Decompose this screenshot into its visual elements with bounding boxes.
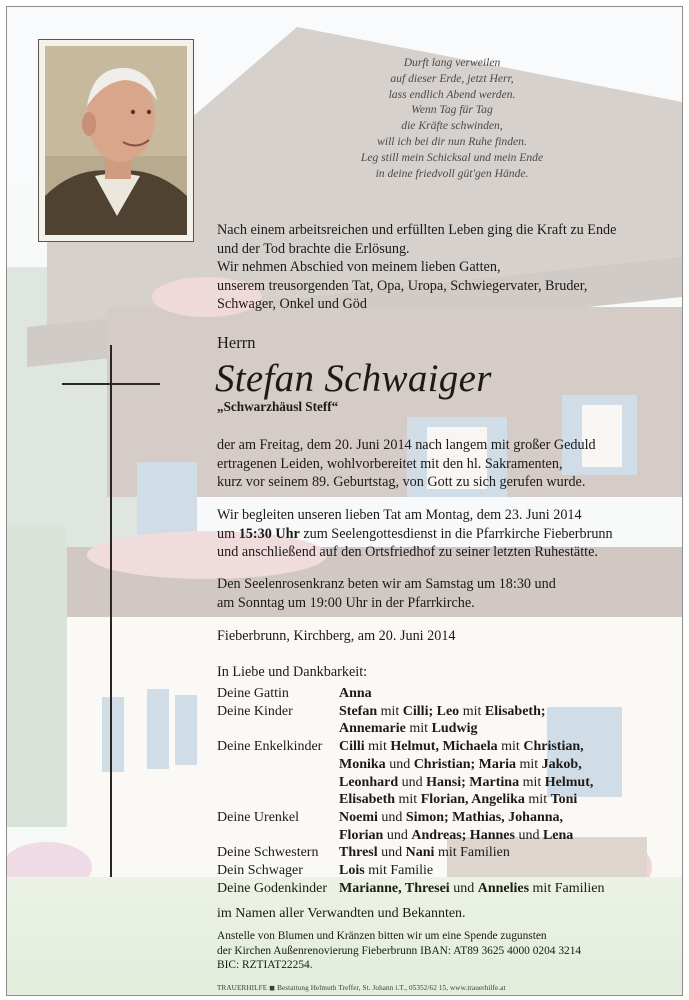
family-label: Deine Kinder [217, 703, 293, 719]
family-name: Jakob, [541, 756, 582, 772]
family-name: Florian, Angelika [420, 792, 525, 808]
family-name: Cilli; Leo [402, 703, 460, 719]
family-name: Ludwig [431, 721, 478, 737]
funeral-time: 15:30 Uhr [238, 525, 300, 542]
intro-line: und der Tod brachte die Erlösung. [217, 240, 410, 257]
intro-line: Schwager, Onkel und Göd [217, 296, 367, 313]
family-row-schwager [217, 862, 682, 880]
salutation: Herrn [217, 333, 256, 352]
poem-line: Durft lang verweilen [403, 56, 501, 69]
family-name: Noemi [339, 809, 378, 825]
intro-line: Wir nehmen Abschied von meinem lieben Gatten, [217, 259, 501, 276]
family-list [217, 685, 682, 897]
intro-paragraph [217, 221, 677, 314]
family-name: Lena [542, 827, 574, 843]
family-name: Leonhard [339, 774, 399, 790]
family-name: Helmut, [544, 774, 594, 790]
family-row-kinder [217, 703, 682, 738]
obituary-frame [6, 6, 683, 996]
cross-horizontal [62, 383, 160, 385]
portrait-photo [38, 39, 194, 242]
intro-line: Nach einem arbeitsreichen und erfüllten Leben ging die Kraft zu Ende [217, 222, 617, 238]
place-date: Fieberbrunn, Kirchberg, am 20. Juni 2014 [217, 628, 456, 644]
family-name: Elisabeth [339, 792, 396, 808]
poem-line: will ich bei dir nun Ruhe finden. [377, 134, 527, 148]
paragraph-line: am Sonntag um 19:00 Uhr in der Pfarrkirche. [217, 594, 475, 611]
poem-line: Leg still mein Schicksal und mein Ende [360, 150, 544, 164]
paragraph-line: der am Freitag, dem 20. Juni 2014 nach langem mit großer Geduld [217, 437, 596, 453]
poem-line: lass endlich Abend werden. [388, 87, 516, 101]
family-name: Marianne, Thresei [339, 880, 450, 896]
family-name: Florian [339, 827, 384, 843]
family-name: Hansi; Martina [426, 774, 520, 790]
family-label: Deine Godenkinder [217, 880, 328, 896]
family-name: Christian; Maria [413, 756, 516, 772]
family-label: Deine Urenkel [217, 809, 300, 825]
text-fragment: mit Familien [434, 845, 510, 861]
text-fragment: und [383, 827, 412, 843]
funeral-paragraph [217, 506, 677, 562]
intro-line: unserem treusorgenden Tat, Opa, Uropa, Schwiegervater, Bruder, [217, 277, 588, 294]
family-name: Andreas; Hannes [411, 827, 515, 843]
text-fragment: um [217, 525, 239, 542]
family-name: Nani [405, 845, 435, 861]
family-name: Lois [339, 863, 365, 879]
family-row-urenkel [217, 809, 682, 844]
text-fragment: mit Familie [364, 863, 434, 879]
family-row-gattin [217, 685, 682, 703]
text-fragment: mit [377, 703, 403, 719]
paragraph-line: ertragenen Leiden, wohlvorbereitet mit den hl. Sakramenten, [217, 455, 563, 472]
poem-line: Wenn Tag für Tag [411, 103, 493, 117]
family-row-enkelkinder [217, 738, 682, 809]
text-fragment: mit [497, 739, 524, 755]
family-name: Cilli [339, 739, 365, 755]
text-fragment: mit [395, 792, 421, 808]
text-fragment: mit [519, 774, 545, 790]
family-name: Elisabeth; [484, 703, 546, 719]
death-notice-paragraph [217, 436, 677, 492]
family-name: Helmut, Michaela [390, 739, 498, 755]
family-name: Simon; Mathias, Johanna, [405, 809, 564, 825]
text-fragment: mit [364, 739, 391, 755]
family-name: Christian, [523, 739, 584, 755]
family-label: Deine Schwestern [217, 845, 319, 861]
text-fragment: mit Familien [529, 880, 605, 896]
family-row-schwestern [217, 844, 682, 862]
family-name: Anna [339, 686, 372, 701]
text-fragment: mit [515, 756, 542, 772]
family-name: Stefan [339, 703, 378, 719]
text-fragment: zum Seelengottesdienst in die Pfarrkirche Fieberbrunn [299, 525, 613, 542]
family-name: Annelies [477, 880, 530, 896]
rosary-paragraph [217, 575, 677, 612]
text-fragment: mit [524, 792, 551, 808]
text-fragment: und [385, 756, 414, 772]
family-label: Dein Schwager [217, 863, 303, 879]
family-name: Thresl [339, 845, 378, 861]
paragraph-line: kurz vor seinem 89. Geburtstag, von Gott zu sich gerufen wurde. [217, 474, 586, 491]
donation-line: der Kirchen Außenrenovierung Fieberbrunn IBAN: AT89 3625 4000 0204 3214 [217, 944, 582, 957]
family-name: Annemarie [339, 721, 406, 737]
text-fragment: mit [405, 721, 432, 737]
donation-line: BIC: RZTIAT22254. [217, 959, 313, 972]
donation-notice [217, 929, 581, 973]
closing-line: im Namen aller Verwandten und Bekannten. [217, 906, 466, 921]
family-row-godenkinder [217, 880, 682, 898]
paragraph-line [217, 525, 677, 544]
funeral-home-footer: TRAUERHILFE ◼ Bestattung Helmuth Treffer, St. Johann i.T., 05352/62 15, www.trauerhilfe.at [217, 984, 506, 992]
cross-vertical [110, 345, 112, 877]
text-fragment: und [514, 827, 543, 843]
paragraph-line: Den Seelenrosenkranz beten wir am Samstag um 18:30 und [217, 576, 556, 592]
family-name: Monika [339, 756, 386, 772]
poem-line: auf dieser Erde, jetzt Herr, [390, 71, 514, 85]
text-fragment: und [377, 809, 406, 825]
poem-line: die Kräfte schwinden, [401, 119, 503, 133]
deceased-nickname: „Schwarzhäusl Steff“ [217, 399, 339, 414]
poem-line: in deine friedvoll güt'gen Hände. [375, 166, 529, 180]
paragraph-line: Wir begleiten unseren lieben Tat am Montag, dem 23. Juni 2014 [217, 507, 582, 523]
text-fragment: mit [459, 703, 485, 719]
text-fragment: und [377, 845, 406, 861]
family-name: Toni [550, 792, 578, 808]
family-label: Deine Gattin [217, 686, 289, 701]
family-label: Deine Enkelkinder [217, 739, 323, 755]
donation-line: Anstelle von Blumen und Kränzen bitten wir um eine Spende zugunsten [217, 930, 547, 942]
text-fragment: und [449, 880, 478, 896]
paragraph-line: und anschließend auf den Ortsfriedhof zu seiner letzten Ruhestätte. [217, 544, 598, 561]
deceased-name: Stefan Schwaiger [215, 357, 492, 400]
memorial-poem [317, 55, 587, 181]
text-fragment: und [398, 774, 427, 790]
in-love-heading: In Liebe und Dankbarkeit: [217, 664, 368, 680]
